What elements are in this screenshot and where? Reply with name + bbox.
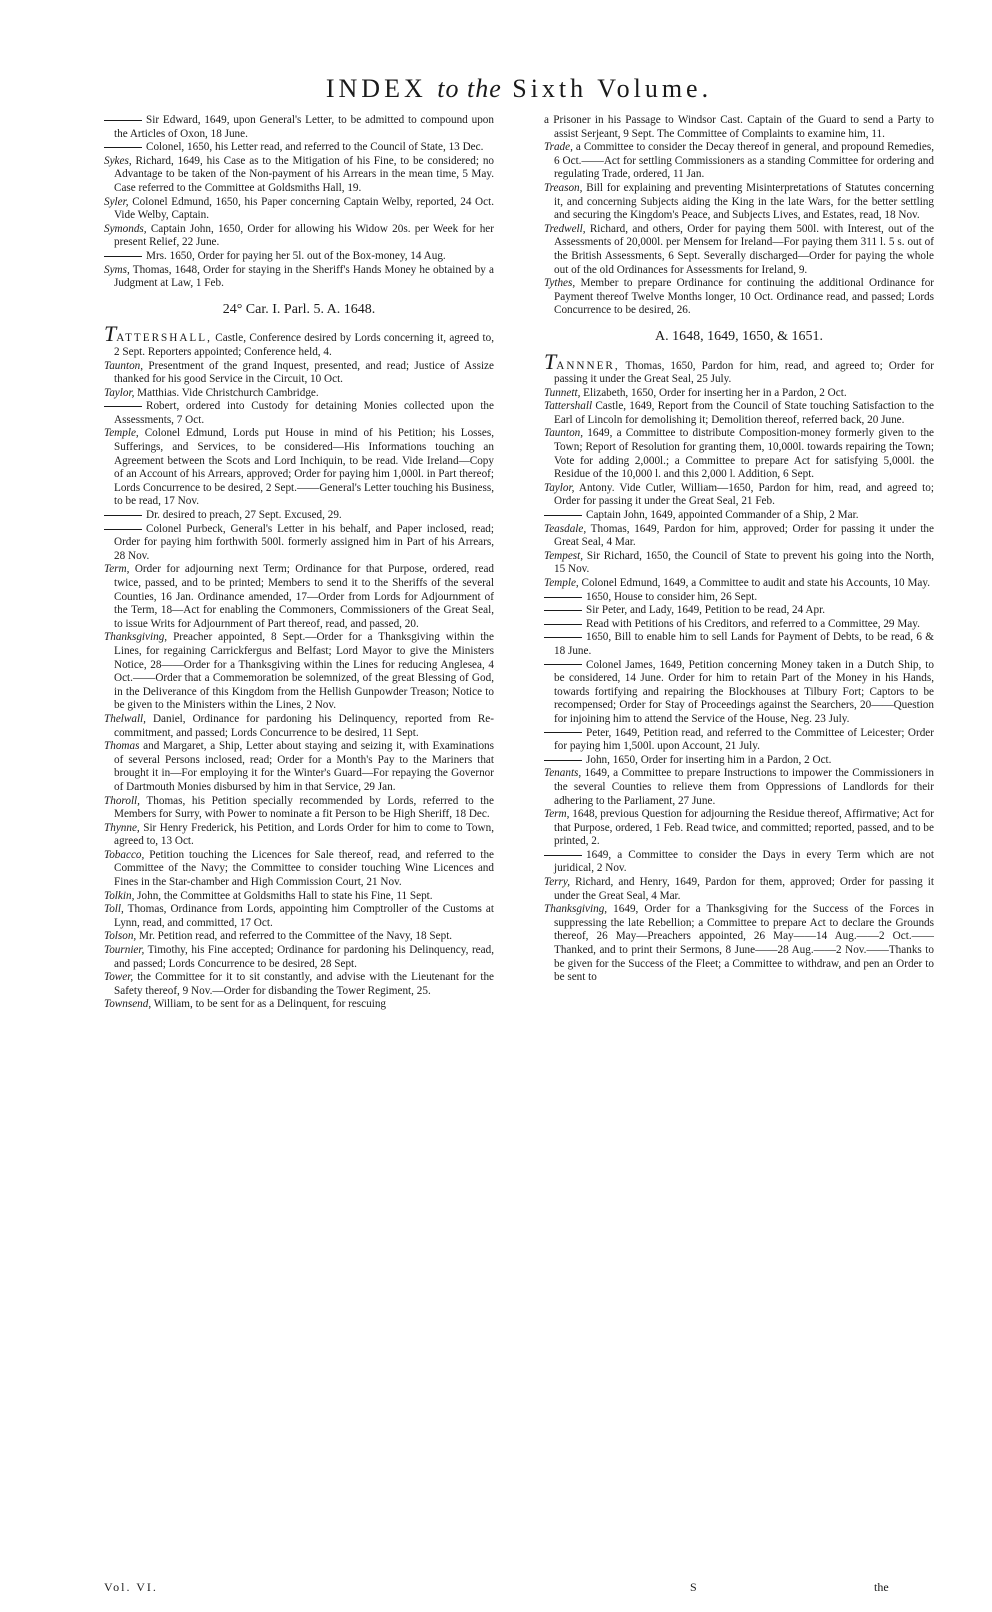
entry-keyword: Tobacco, xyxy=(104,848,145,861)
entry-keyword: Tenants, xyxy=(544,767,582,780)
catchword: the xyxy=(874,1580,889,1594)
entry-text: Thomas, 1649, Pardon for him, approved; Order for passing it under the Great Seal, 4 Mar. xyxy=(554,522,934,549)
index-entry xyxy=(544,141,934,182)
entry-text: Castle, Conference desired by Lords concerning it, agreed to, 2 Sept. Reporters appointed; Conference held, 4. xyxy=(114,332,495,358)
index-entry xyxy=(544,876,934,903)
ditto-dash xyxy=(544,515,582,516)
entry-text: Order for adjourning next Term; Ordinance for that Purpose, ordered, read twice, passed, and to be printed; Members to send it to the Sheriffs of the several Counties, 16 Jan. Ordinance amended, 17—Order from Lords for Adjournment of the Term, 18—Act for enabling the Commoners, Commissioners of the Great Seal, to issue Writs for Adjournment of Part thereof, read, and passed, 20. xyxy=(114,563,495,630)
entry-text: William, to be sent for as a Delinquent, for rescuing xyxy=(153,998,387,1011)
entry-keyword: Tolson, xyxy=(104,930,137,943)
index-entry xyxy=(544,427,934,481)
index-entry xyxy=(544,727,934,754)
entry-text: Richard, and others, Order for paying them 500l. with Interest, out of the Assessments of 20,000l. per Mensem for Ireland—For paying them 311 l. 5 s. out of the British Assessments, 6 Sept. Severally discharged—Order for paying the whole out of the old Ordinances for Assessments for Ireland, 9. xyxy=(554,222,935,276)
entry-text: Dr. desired to preach, 27 Sept. Excused, 29. xyxy=(146,509,342,522)
entry-keyword: Syler, xyxy=(104,195,129,208)
entry-keyword: Thelwall, xyxy=(104,712,146,725)
index-entry xyxy=(104,250,494,264)
index-entry xyxy=(104,713,494,740)
index-entry xyxy=(104,523,494,564)
entry-text: Colonel James, 1649, Petition concerning Money taken in a Dutch Ship, to be considered, 14 June. Order for him to retain Part of the Money in his Hands, towards fortifying and repairing the Blockhouses at Tilbury Fort; Captors to be recompensed; Order for Stay of Proceedings against the Searchers, 20——Question for injoining him to attend the Service of the House, Neg. 23 July. xyxy=(554,658,934,725)
entry-keyword: Tythes, xyxy=(544,277,576,290)
index-entry xyxy=(104,114,494,141)
index-entry xyxy=(544,577,934,591)
entry-keyword: Taunton, xyxy=(104,359,144,372)
entry-keyword: Trade, xyxy=(544,141,573,154)
ditto-dash xyxy=(104,120,142,121)
entry-keyword: Taylor, xyxy=(544,481,575,494)
page-title xyxy=(104,0,934,104)
entry-text: Read with Petitions of his Creditors, and referred to a Committee, 29 May. xyxy=(586,617,920,630)
entry-keyword: Syms, xyxy=(104,263,130,276)
entry-text: Colonel Edmund, Lords put House in mind of his Petition; his Losses, Sufferings, and Services, to be considered—His Informations touching an Agreement between the Scots and Lord Inchiquin, to be read. Vide Ireland—Copy of an Account of his Arrears, approved; Order for paying him 1,000l. in Part thereof; Lords Concurrence to be desired, 2 Sept.——General's Letter touching his Business, to be read, 17 Nov. xyxy=(114,427,495,508)
index-entry xyxy=(104,223,494,250)
index-entry xyxy=(104,400,494,427)
index-entry xyxy=(544,550,934,577)
ditto-dash xyxy=(544,664,582,665)
index-entry xyxy=(104,740,494,794)
index-entry xyxy=(544,277,934,318)
entry-text: Petition touching the Licences for Sale thereof, read, and referred to the Committee of the Navy; the Committee to consider touching Wine Licences and Fines in the Star-chamber and High Commission Court, 21 Nov. xyxy=(114,848,495,889)
entry-text: John, 1650, Order for inserting him in a Pardon, 2 Oct. xyxy=(586,753,832,766)
section-heading: A. 1648, 1649, 1650, & 1651. xyxy=(655,328,823,344)
entry-text: 1649, a Committee to prepare Instructions to impower the Commissioners in the several Counties to relieve them from Oppressions of Landlords for their adhering to the Parliament, 27 June. xyxy=(554,767,934,807)
ditto-dash xyxy=(544,855,582,856)
entry-text: Castle, 1649, Report from the Council of State touching Satisfaction to the Earl of Lincoln for demolishing it; Demolition thereof, referred back, 20 June. xyxy=(554,400,935,426)
index-entry xyxy=(544,348,934,387)
drop-initial: T xyxy=(544,348,557,374)
index-entry xyxy=(104,427,494,509)
entry-keyword: Taunton, xyxy=(544,427,584,440)
entry-text: Matthias. Vide Christchurch Cambridge. xyxy=(137,386,319,399)
entry-keyword: Term, xyxy=(104,563,130,576)
entry-text: Thomas, 1650, Pardon for him, read, and agreed to; Order for passing it under the Great Seal, 25 July. xyxy=(554,359,934,386)
entry-text: Thomas, his Petition specially recommended by Lords, referred to the Members for Surry, with Power to nominate a fit Person to be High Sheriff, 18 Dec. xyxy=(114,794,494,821)
index-entry xyxy=(104,971,494,998)
title-volume: Sixth Volume. xyxy=(512,74,713,103)
entry-lead: ANNNER, xyxy=(556,359,620,372)
index-entry xyxy=(104,141,494,155)
entry-text: Bill for explaining and preventing Misinterpretations of Statutes concerning it, and concerning Subjects aiding the King in the late Wars, for the better settling and securing the Kingdom's Peace, and Subjects Lives, and Estates, read, 18 Nov. xyxy=(554,181,934,222)
ditto-dash xyxy=(544,760,582,761)
ditto-dash xyxy=(544,610,582,611)
index-entry xyxy=(544,903,934,985)
index-entry xyxy=(544,618,934,632)
entry-text: Richard, 1649, his Case as to the Mitigation of his Fine, to be considered; no Advantage to be taken of the Non-payment of his Arrears in the mean time, 5 May. Case referred to the Committee at Goldsmiths Hall, 19. xyxy=(114,154,495,194)
index-entry xyxy=(104,563,494,631)
entry-keyword: Term, xyxy=(544,808,570,821)
entry-text: Daniel, Ordinance for pardoning his Delinquency, reported from Re-commitment, and passed; Lords Concurrence to be desired, 11 Sept. xyxy=(114,712,494,739)
index-entry xyxy=(104,387,494,401)
entry-keyword: Toll, xyxy=(104,903,124,916)
entry-text: Sir Henry Frederick, his Petition, and Lords Order for him to come to Town, agreed to, 13 Oct. xyxy=(114,821,494,848)
ditto-dash xyxy=(104,256,142,257)
entry-keyword: Townsend, xyxy=(104,998,152,1011)
index-entry xyxy=(544,182,934,223)
index-entry xyxy=(104,998,494,1012)
entry-text: 1649, a Committee to distribute Composition-money formerly given to the Town; Report of Resolution for granting them, 10,000l. towards repairing the Town; Vote for adding 2,000l.; a Committee to prepare Act for satisfying 5,000l. the Residue of the 10,000 l. and this 2,000 l. Addition, 6 Sept. xyxy=(554,427,935,481)
index-entry xyxy=(104,890,494,904)
entry-keyword: Teasdale, xyxy=(544,522,587,535)
index-entry xyxy=(544,659,934,727)
index-entry xyxy=(544,808,934,849)
entry-keyword: Terry, xyxy=(544,876,571,889)
ditto-dash xyxy=(544,624,582,625)
index-entry xyxy=(544,631,934,658)
signature-mark: S xyxy=(690,1580,697,1594)
entry-keyword: Tower, xyxy=(104,971,134,984)
entry-text: 1650, House to consider him, 26 Sept. xyxy=(586,590,758,603)
index-entry xyxy=(544,523,934,550)
entry-text: Captain John, 1650, Order for allowing his Widow 20s. per Week for her present Relief, 22 June. xyxy=(114,222,495,249)
index-entry xyxy=(544,400,934,427)
entry-text: Robert, ordered into Custody for detaining Monies collected upon the Assessments, 7 Oct. xyxy=(114,400,494,426)
entry-text: a Committee to consider the Decay thereof in general, and propound Remedies, 6 Oct.——Act for settling Commissioners as a standing Committee for ordering and regulating Trade, ordered, 11 Jan. xyxy=(554,141,934,181)
entry-keyword: Thanksgiving, xyxy=(104,631,168,644)
index-entry xyxy=(544,767,934,808)
entry-text: Peter, 1649, Petition read, and referred to the Committee of Leicester; Order for paying him 1,500l. upon Account, 21 July. xyxy=(554,726,934,753)
index-entry xyxy=(104,795,494,822)
entry-text: a Prisoner in his Passage to Windsor Cast. Captain of the Guard to send a Party to assist Serjeant, 9 Sept. The Committee of Complaints to examine him, 11. xyxy=(544,114,934,140)
entry-text: the Committee for it to sit constantly, and advise with the Lieutenant for the Safety thereof, 9 Nov.—Order for disbanding the Tower Regiment, 25. xyxy=(114,971,495,997)
entry-text: Sir Peter, and Lady, 1649, Petition to be read, 24 Apr. xyxy=(586,604,826,617)
entry-text: Antony. Vide Cutler, William—1650, Pardon for him, read, and agreed to; Order for passing it under the Great Seal, 21 Feb. xyxy=(554,481,934,508)
right-column xyxy=(544,114,934,1012)
entry-keyword: Tredwell, xyxy=(544,222,586,235)
index-entry xyxy=(544,604,934,618)
index-entry xyxy=(104,509,494,523)
ditto-dash xyxy=(544,597,582,598)
index-entry xyxy=(544,509,934,523)
ditto-dash xyxy=(104,406,142,407)
entry-text: 1650, Bill to enable him to sell Lands for Payment of Debts, to be read, 6 & 18 June. xyxy=(554,631,934,657)
entry-keyword: Treason, xyxy=(544,181,583,194)
entry-text: Presentment of the grand Inquest, presented, and read; Justice of Assize thanked for his good Service in the Circuit, 10 Oct. xyxy=(114,359,494,386)
entry-lead: ATTERSHALL, xyxy=(116,332,212,345)
entry-text: Sir Edward, 1649, upon General's Letter, to be admitted to compound upon the Articles of Oxon, 18 June. xyxy=(114,114,494,140)
title-index: INDEX xyxy=(325,74,427,103)
entry-keyword: Tattershall xyxy=(544,400,593,413)
entry-keyword: Symonds, xyxy=(104,222,147,235)
entry-text: 1648, previous Question for adjourning the Residue thereof, Affirmative; Act for that Purpose, ordered, 1 Feb. Read twice, and committed; reported, passed, and to be printed, 2. xyxy=(554,808,935,848)
index-entry xyxy=(544,387,934,401)
title-to-the: to the xyxy=(437,74,502,103)
index-entry xyxy=(104,822,494,849)
entry-text: Colonel Edmund, 1649, a Committee to audit and state his Accounts, 10 May. xyxy=(581,577,931,589)
entry-keyword: Thynne, xyxy=(104,821,140,834)
entry-text: Thomas, Ordinance from Lords, appointing him Comptroller of the Customs at Lynn, read, and committed, 17 Oct. xyxy=(114,903,494,929)
entry-text: Colonel Edmund, 1650, his Paper concerning Captain Welby, reported, 24 Oct. Vide Welby, Captain. xyxy=(114,195,495,222)
entry-keyword: Thoroll, xyxy=(104,794,140,807)
index-entry xyxy=(104,944,494,971)
entry-text: 1649, a Committee to consider the Days in every Term which are not juridical, 2 Nov. xyxy=(554,848,934,875)
ditto-dash xyxy=(544,637,582,638)
ditto-dash xyxy=(544,732,582,733)
index-entry xyxy=(544,114,934,141)
index-columns xyxy=(104,114,934,1012)
index-entry xyxy=(104,903,494,930)
entry-keyword: Sykes, xyxy=(104,154,132,167)
entry-text: Captain John, 1649, appointed Commander of a Ship, 2 Mar. xyxy=(586,509,859,522)
entry-text: Mr. Petition read, and referred to the Committee of the Navy, 18 Sept. xyxy=(139,930,453,943)
index-entry xyxy=(104,360,494,387)
index-entry xyxy=(544,591,934,605)
entry-keyword: Temple, xyxy=(544,577,579,589)
entry-text: Thomas, 1648, Order for staying in the Sheriff's Hands Money he obtained by a Judgment at Law, 1 Feb. xyxy=(114,263,494,290)
index-entry xyxy=(104,321,495,359)
entry-text: and Margaret, a Ship, Letter about staying and seizing it, with Examinations of several Persons inclosed, read; Order for a Month's Pay to the Mariners that brought it in—For employing it for the Winter's Guard—For repaying the Governor of Dartmouth Monies disbursed by him in that Service, 29 Jan. xyxy=(114,740,495,793)
entry-keyword: Tournier, xyxy=(104,944,145,957)
index-entry xyxy=(544,754,934,768)
entry-text: Richard, and Henry, 1649, Pardon for them, approved; Order for passing it under the Great Seal, 4 Mar. xyxy=(554,876,934,902)
index-entry xyxy=(544,482,934,509)
entry-text: Elizabeth, 1650, Order for inserting her in a Pardon, 2 Oct. xyxy=(583,386,847,399)
entry-keyword: Tunnett, xyxy=(544,386,581,399)
left-column xyxy=(104,114,494,1012)
index-entry xyxy=(104,155,494,196)
index-entry xyxy=(104,264,494,291)
entry-text: John, the Committee at Goldsmiths Hall to state his Fine, 11 Sept. xyxy=(137,889,433,902)
entry-keyword: Temple, xyxy=(104,427,139,440)
entry-keyword: Thomas xyxy=(104,740,140,753)
ditto-dash xyxy=(104,147,142,148)
index-entry xyxy=(104,631,494,713)
entry-keyword: Tempest, xyxy=(544,549,584,562)
entry-text: Member to prepare Ordinance for continuing the additional Ordinance for Payment thereof Twelve Months longer, 10 Oct. Ordinance read, and passed; Lords Concurrence to be desired, 26. xyxy=(554,277,935,317)
index-entry xyxy=(104,196,494,223)
entry-text: Mrs. 1650, Order for paying her 5l. out of the Box-money, 14 Aug. xyxy=(146,249,446,262)
entry-keyword: Taylor, xyxy=(104,386,135,399)
index-entry xyxy=(104,849,494,890)
entry-text: Timothy, his Fine accepted; Ordinance for pardoning his Delinquency, read, and passed; Lords Concurrence to be desired, 28 Sept. xyxy=(114,944,494,970)
entry-text: Colonel Purbeck, General's Letter in his behalf, and Paper inclosed, read; Order for paying him forthwith 500l. formerly assigned him in Part of his Arrears, 28 Nov. xyxy=(114,522,494,562)
ditto-dash xyxy=(104,529,142,530)
drop-initial: T xyxy=(104,321,117,347)
entry-keyword: Thanksgiving, xyxy=(544,903,608,916)
index-entry xyxy=(544,223,934,277)
entry-text: Preacher appointed, 8 Sept.—Order for a Thanksgiving within the Lines, for regaining Carrickfergus and Belfast; Lord Mayor to give the Ministers Notice, 28——Order for a Thanksgiving within the Lines for reducing Anglesea, 4 Oct.——Order that a Commemoration be solemnized, of the great Blessing of God, in the Deliverance of this Kingdom from the Hellish Gunpowder Treason; Notice to be given to the Ministers within the Lines, 2 Nov. xyxy=(114,631,494,712)
entry-text: Sir Richard, 1650, the Council of State to prevent his going into the North, 15 Nov. xyxy=(554,549,935,576)
section-heading: 24° Car. I. Parl. 5. A. 1648. xyxy=(222,301,376,317)
index-entry xyxy=(544,849,934,876)
entry-keyword: Tolkin, xyxy=(104,889,135,902)
ditto-dash xyxy=(104,515,142,516)
volume-label: Vol. VI. xyxy=(104,1580,158,1594)
entry-text: 1649, Order for a Thanksgiving for the Success of the Forces in suppressing the late Rebellion; a Committee to prepare Act to declare the Grounds thereof, 26 May—Preachers appointed, 26 May——14 Aug.——2 Oct.——Thanked, and to print their Sermons, 8 June——28 Aug.——2 Nov.——Thanks to be given for the Success of the Fleet; a Committee to withdraw, and pen an Order to be sent to xyxy=(554,903,935,984)
index-entry xyxy=(104,930,494,944)
entry-text: Colonel, 1650, his Letter read, and referred to the Council of State, 13 Dec. xyxy=(146,141,484,154)
